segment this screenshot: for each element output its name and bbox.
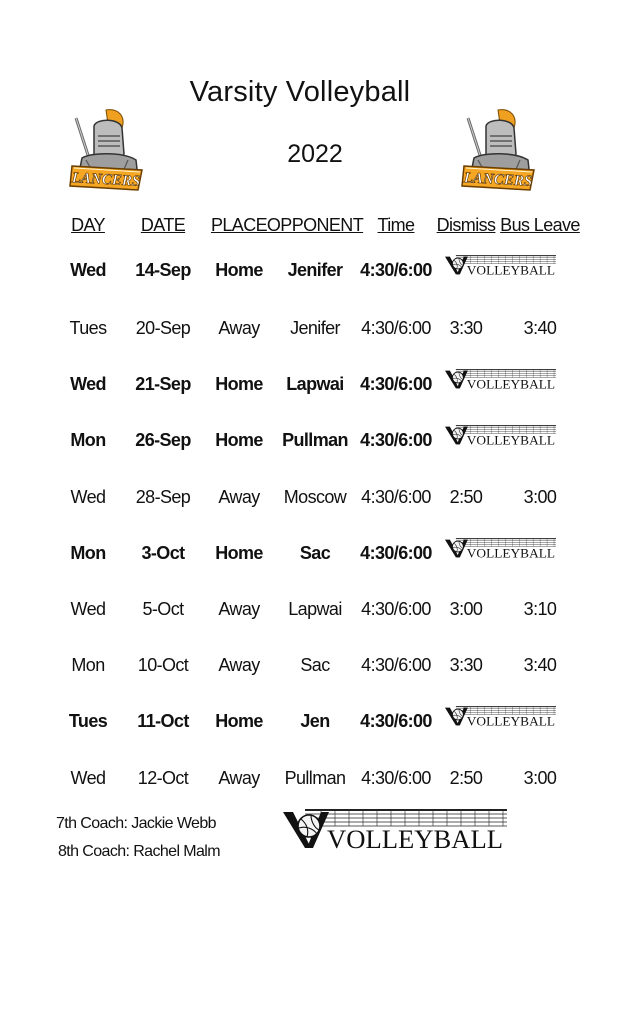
game-place: Home: [215, 374, 263, 394]
game-place: Home: [215, 543, 263, 563]
page-title: Varsity Volleyball: [189, 76, 411, 108]
game-bus-leave: 3:00: [523, 487, 557, 507]
volleyball-logo-text: VOLLEYBALL: [466, 714, 556, 729]
game-day: Mon: [71, 655, 105, 675]
header-place: PLACE: [210, 215, 268, 235]
game-place: Away: [218, 768, 260, 788]
game-row: [0, 703, 640, 743]
game-date: 21-Sep: [135, 374, 191, 394]
game-day: Wed: [70, 260, 106, 280]
header-opponent: OPPONENT: [266, 215, 364, 235]
game-dismiss: 2:50: [449, 487, 483, 507]
game-day: Tues: [68, 711, 108, 731]
game-time: 4:30/6:00: [361, 655, 431, 675]
game-row: [0, 422, 640, 462]
game-row: [0, 310, 640, 350]
game-opponent: Lapwai: [288, 599, 342, 619]
game-opponent: Pullman: [282, 430, 348, 450]
game-row: [0, 535, 640, 575]
game-place: Home: [215, 260, 263, 280]
game-time: 4:30/6:00: [360, 260, 432, 280]
game-date: 20-Sep: [135, 318, 191, 338]
header-date: DATE: [140, 215, 186, 235]
game-row: [0, 760, 640, 800]
game-opponent: Moscow: [283, 487, 347, 507]
game-opponent: Sac: [300, 655, 330, 675]
game-dismiss: 3:30: [449, 655, 483, 675]
header-time: Time: [377, 215, 415, 235]
game-opponent: Jenifer: [287, 260, 343, 280]
game-day: Tues: [69, 318, 107, 338]
game-time: 4:30/6:00: [360, 711, 432, 731]
volleyball-logo-icon: [444, 529, 558, 567]
game-day: Mon: [70, 430, 106, 450]
game-time: 4:30/6:00: [361, 318, 431, 338]
game-place: Away: [218, 487, 260, 507]
game-date: 10-Oct: [137, 655, 189, 675]
header-day: DAY: [71, 215, 105, 235]
season-year: 2022: [287, 140, 343, 168]
game-row: [0, 591, 640, 631]
seventh-grade-coach: 7th Coach: Jackie Webb: [56, 815, 216, 832]
eighth-grade-coach: 8th Coach: Rachel Malm: [58, 843, 220, 860]
lancers-logo-right: [460, 108, 538, 204]
game-place: Away: [218, 318, 260, 338]
game-date: 11-Oct: [137, 711, 189, 731]
volleyball-logo-text: VOLLEYBALL: [466, 433, 556, 448]
volleyball-logo-icon: [444, 246, 558, 284]
game-day: Wed: [70, 487, 106, 507]
game-time: 4:30/6:00: [361, 487, 431, 507]
game-date: 14-Sep: [135, 260, 191, 280]
volleyball-logo-icon: [444, 697, 558, 735]
game-bus-leave: 3:00: [523, 768, 557, 788]
game-opponent: Lapwai: [286, 374, 344, 394]
game-time: 4:30/6:00: [360, 430, 432, 450]
game-dismiss: 2:50: [449, 768, 483, 788]
game-date: 12-Oct: [137, 768, 189, 788]
game-place: Away: [218, 599, 260, 619]
game-date: 26-Sep: [135, 430, 191, 450]
game-day: Wed: [70, 374, 106, 394]
game-dismiss: 3:00: [449, 599, 483, 619]
game-place: Away: [218, 655, 260, 675]
game-place: Home: [215, 711, 263, 731]
header-bus-leave: Bus Leave: [500, 215, 580, 235]
game-opponent: Pullman: [284, 768, 346, 788]
game-bus-leave: 3:10: [523, 599, 557, 619]
volleyball-logo-icon: [444, 416, 558, 454]
game-opponent: Jenifer: [290, 318, 340, 338]
lancers-logo-left: [68, 108, 146, 204]
volleyball-logo-text: VOLLEYBALL: [466, 546, 556, 561]
game-date: 3-Oct: [141, 543, 185, 563]
game-date: 28-Sep: [135, 487, 191, 507]
volleyball-logo-icon: [444, 360, 558, 398]
game-bus-leave: 3:40: [523, 655, 557, 675]
game-row: [0, 366, 640, 406]
game-day: Mon: [70, 543, 106, 563]
game-row: [0, 252, 640, 292]
volleyball-logo-large: [280, 804, 512, 854]
game-row: [0, 647, 640, 687]
volleyball-logo-text: VOLLEYBALL: [466, 263, 556, 278]
header-dismiss: Dismiss: [436, 215, 496, 235]
game-time: 4:30/6:00: [361, 599, 431, 619]
game-date: 5-Oct: [142, 599, 184, 619]
lancers-logo-text: LANCERS: [463, 170, 533, 190]
game-day: Wed: [70, 768, 106, 788]
game-place: Home: [215, 430, 263, 450]
game-time: 4:30/6:00: [360, 374, 432, 394]
game-day: Wed: [70, 599, 106, 619]
game-dismiss: 3:30: [449, 318, 483, 338]
game-opponent: Sac: [299, 543, 331, 563]
game-bus-leave: 3:40: [523, 318, 557, 338]
volleyball-logo-text: VOLLEYBALL: [466, 377, 556, 392]
lancers-logo-text: LANCERS: [71, 170, 141, 190]
game-row: [0, 479, 640, 519]
volleyball-logo-text: VOLLEYBALL: [327, 825, 503, 854]
game-time: 4:30/6:00: [361, 768, 431, 788]
game-opponent: Jen: [300, 711, 330, 731]
game-time: 4:30/6:00: [360, 543, 432, 563]
